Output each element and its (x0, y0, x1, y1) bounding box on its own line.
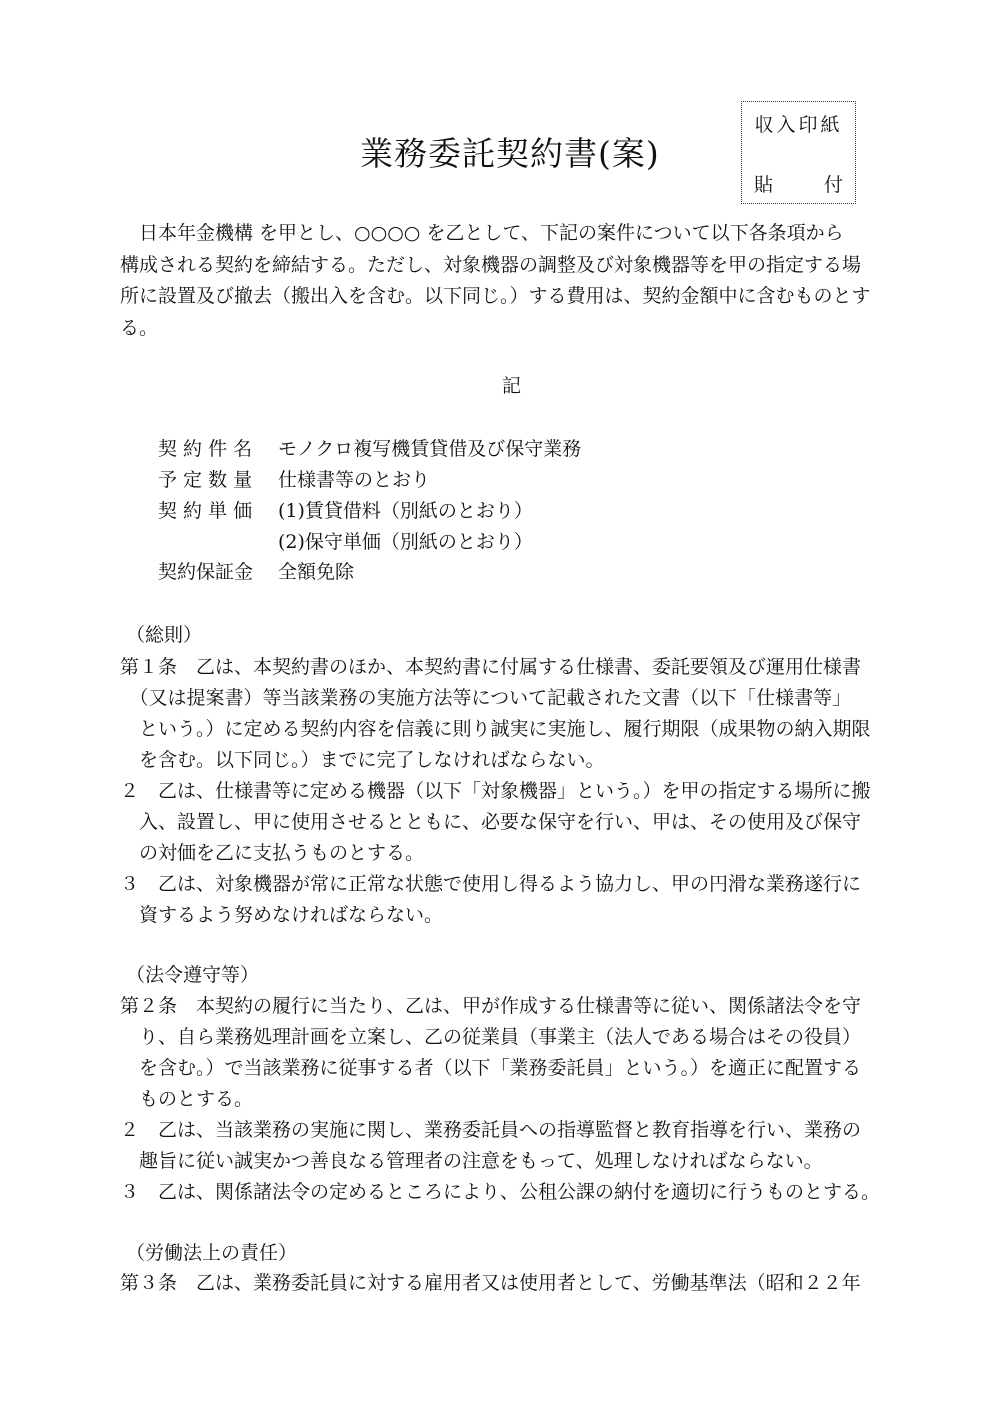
item-value: (2)保守単価（別紙のとおり） (278, 531, 533, 553)
item-label: 契約保証金 (158, 561, 254, 583)
item-row (158, 496, 533, 523)
article-line: ２ 乙は、当該業務の実施に関し、業務委託員への指導監督と教育指導を行い、業務の (120, 1119, 862, 1141)
ki-heading: 記 (502, 375, 522, 397)
stamp-label-attach: 付 (823, 174, 843, 196)
intro-line: 構成される契約を締結する。ただし、対象機器の調整及び対象機器等を甲の指定する場 (120, 254, 862, 276)
intro-line: る。 (120, 317, 159, 339)
intro-line: 所に設置及び撤去（搬出入を含む。以下同じ。）する費用は、契約金額中に含むものとす (120, 285, 871, 307)
article-line: という。）に定める契約内容を信義に則り誠実に実施し、履行期限（成果物の納入期限 (120, 718, 871, 740)
article-line: 第２条 本契約の履行に当たり、乙は、甲が作成する仕様書等に従い、関係諸法令を守 (120, 995, 862, 1017)
article-line: 第３条 乙は、業務委託員に対する雇用者又は使用者として、労働基準法（昭和２２年 (120, 1272, 861, 1294)
item-value: モノクロ複写機賃貸借及び保守業務 (278, 438, 582, 460)
section-heading: （法令遵守等） (126, 964, 260, 986)
item-label: 契 約 単 価 (158, 500, 253, 522)
item-row (158, 527, 533, 554)
section-heading: （労働法上の責任） (126, 1242, 298, 1264)
article-line: ３ 乙は、対象機器が常に正常な状態で使用し得るよう協力し、甲の円滑な業務遂行に (120, 873, 862, 895)
article-line: ３ 乙は、関係諸法令の定めるところにより、公租公課の納付を適切に行うものとする。 (120, 1181, 881, 1203)
article-line: り、自ら業務処理計画を立案し、乙の従業員（事業主（法人である場合はその役員） (120, 1026, 862, 1048)
stamp-label-top: 収入印紙 (754, 114, 843, 136)
article-line: 趣旨に従い誠実かつ善良なる管理者の注意をもって、処理しなければならない。 (120, 1150, 823, 1172)
item-row (158, 557, 354, 584)
article-line: 入、設置し、甲に使用させるとともに、必要な保守を行い、甲は、その使用及び保守 (120, 811, 862, 833)
item-label: 契 約 件 名 (158, 438, 253, 460)
article-line: ２ 乙は、仕様書等に定める機器（以下「対象機器」という。）を甲の指定する場所に搬 (120, 780, 871, 802)
article-line: （又は提案書）等当該業務の実施方法等について記載された文書（以下「仕様書等」 (120, 687, 852, 709)
article-line: ものとする。 (120, 1088, 254, 1110)
item-row (158, 434, 581, 461)
item-value: (1)賃貸借料（別紙のとおり） (278, 500, 533, 522)
article-line: 資するよう努めなければならない。 (120, 904, 444, 926)
stamp-label-paste: 貼 (754, 174, 774, 196)
article-line: 第１条 乙は、本契約書のほか、本契約書に付属する仕様書、委託要領及び運用仕様書 (120, 656, 862, 678)
intro-line: 日本年金機構 を甲とし、○○○○ を乙として、下記の案件について以下各条項から (120, 222, 844, 244)
section-heading: （総則） (126, 624, 203, 646)
document-title: 業務委託契約書(案) (360, 134, 660, 173)
item-value: 全額免除 (278, 561, 355, 583)
article-line: を含む。）で当該業務に従事する者（以下「業務委託員」という。）を適正に配置する (120, 1057, 862, 1079)
revenue-stamp-box (741, 101, 856, 204)
item-row (158, 465, 430, 492)
stamp-label-bottom (754, 170, 843, 197)
article-line: を含む。以下同じ。）までに完了しなければならない。 (120, 749, 605, 771)
item-value: 仕様書等のとおり (278, 469, 431, 491)
item-label: 予 定 数 量 (158, 469, 253, 491)
article-line: の対価を乙に支払うものとする。 (120, 842, 425, 864)
